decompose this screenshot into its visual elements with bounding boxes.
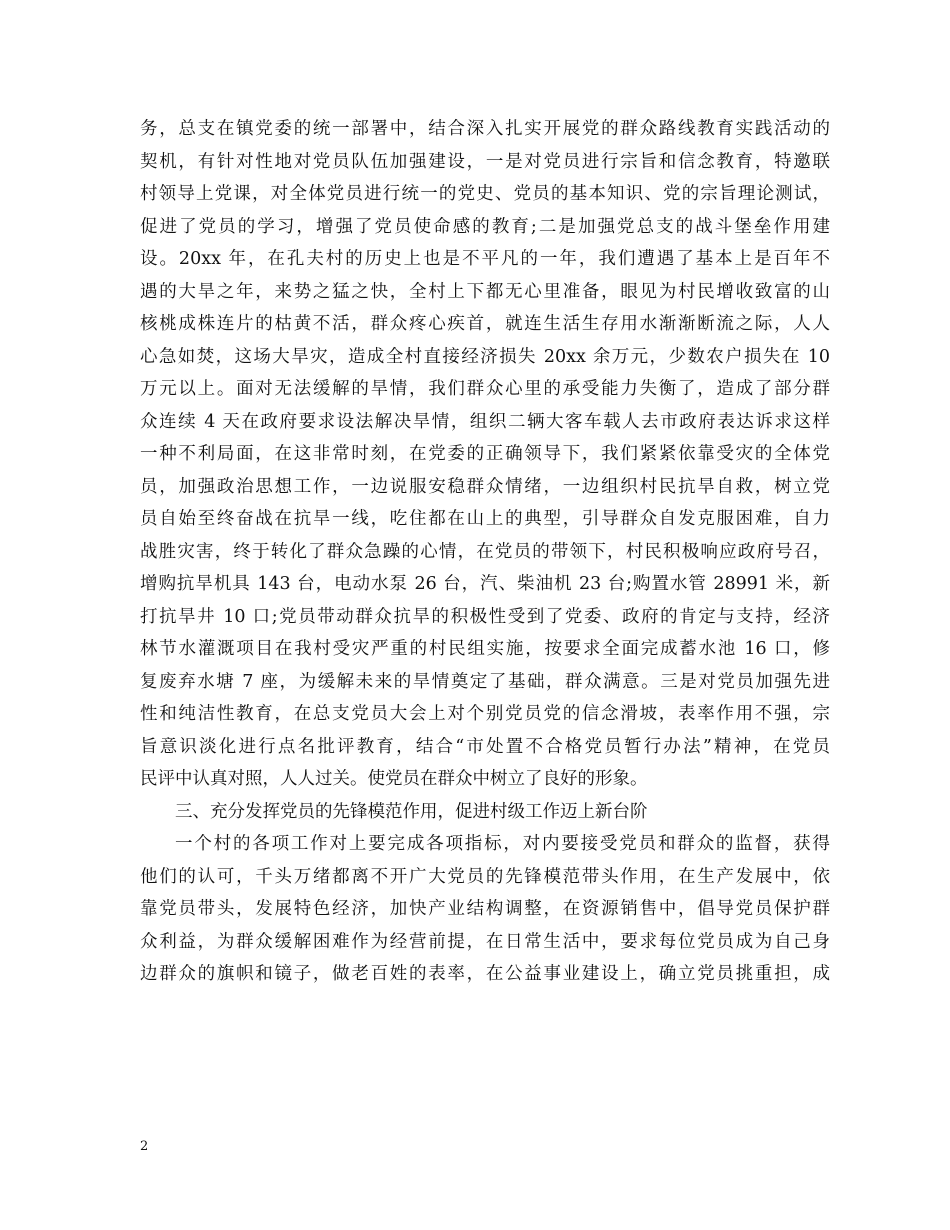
text-line: 旨意识淡化进行点名批评教育，结合“市处置不合格党员暂行办法”精神，在党员 xyxy=(140,736,830,757)
text-line: 一个村的各项工作对上要完成各项指标，对内要接受党员和群众的监督，获得 xyxy=(175,834,830,854)
text-line: 心急如焚，这场大旱灾，造成全村直接经济损失 20xx 余万元，少数农户损失在 10 xyxy=(140,346,830,367)
text-line: 他们的认可，千头万绪都离不开广大党员的先锋模范带头作用，在生产发展中，依 xyxy=(140,866,830,887)
text-line: 一种不利局面，在这非常时刻，在党委的正确领导下，我们紧紧依靠受灾的全体党 xyxy=(140,444,830,464)
text-line: 核桃成株连片的枯黄不活，群众疼心疾首，就连生活生存用水渐渐断流之际，人人 xyxy=(140,314,830,334)
text-line: 复废弃水塘 7 座，为缓解未来的旱情奠定了基础，群众满意。三是对党员加强先进 xyxy=(140,671,830,692)
text-line: 性和纯洁性教育，在总支党员大会上对个别党员党的信念滑坡，表率作用不强，宗 xyxy=(140,704,830,724)
document-body xyxy=(140,113,830,991)
text-line: 遇的大旱之年，来势之猛之快，全村上下都无心里准备，眼见为村民增收致富的山 xyxy=(140,281,830,302)
text-line: 务，总支在镇党委的统一部署中，结合深入扎实开展党的群众路线教育实践活动的 xyxy=(140,119,830,139)
text-line: 众连续 4 天在政府要求设法解决旱情，组织二辆大客车载人去市政府表达诉求这样 xyxy=(140,411,830,432)
text-line: 契机，有针对性地对党员队伍加强建设，一是对党员进行宗旨和信念教育，特邀联 xyxy=(140,151,830,172)
text-line: 边群众的旗帜和镜子，做老百姓的表率，在公益事业建设上，确立党员挑重担，成 xyxy=(140,964,830,984)
text-line: 打抗旱井 10 口;党员带动群众抗旱的积极性受到了党委、政府的肯定与支持，经济 xyxy=(140,606,830,627)
text-line: 促进了党员的学习，增强了党员使命感的教育;二是加强党总支的战斗堡垒作用建 xyxy=(140,216,830,237)
text-line: 战胜灾害，终于转化了群众急躁的心情，在党员的带领下，村民积极响应政府号召， xyxy=(140,541,830,562)
text-line: 众利益，为群众缓解困难作为经营前提，在日常生活中，要求每位党员成为自己身 xyxy=(140,931,830,952)
text-line: 民评中认真对照，人人过关。使党员在群众中树立了良好的形象。 xyxy=(140,769,648,789)
text-line: 林节水灌溉项目在我村受灾严重的村民组实施，按要求全面完成蓄水池 16 口，修 xyxy=(140,639,830,659)
text-line: 靠党员带头，发展特色经济，加快产业结构调整，在资源销售中，倡导党员保护群 xyxy=(140,899,830,919)
text-line: 员，加强政治思想工作，一边说服安稳群众情绪，一边组织村民抗旱自救，树立党 xyxy=(140,476,830,497)
text-line: 村领导上党课，对全体党员进行统一的党史、党员的基本知识、党的宗旨理论测试， xyxy=(140,184,830,204)
text-line: 设。20xx 年，在孔夫村的历史上也是不平凡的一年，我们遭遇了基本上是百年不 xyxy=(140,249,830,269)
page-number: 2 xyxy=(140,1139,149,1154)
text-line: 员自始至终奋战在抗旱一线，吃住都在山上的典型，引导群众自发克服困难，自力 xyxy=(140,509,830,529)
section-heading: 三、充分发挥党员的先锋模范作用，促进村级工作迈上新台阶 xyxy=(175,801,648,822)
text-line: 万元以上。面对无法缓解的旱情，我们群众心里的承受能力失衡了，造成了部分群 xyxy=(140,379,830,399)
text-line: 增购抗旱机具 143 台，电动水泵 26 台，汽、柴油机 23 台;购置水管 28991 米，新 xyxy=(140,574,830,594)
